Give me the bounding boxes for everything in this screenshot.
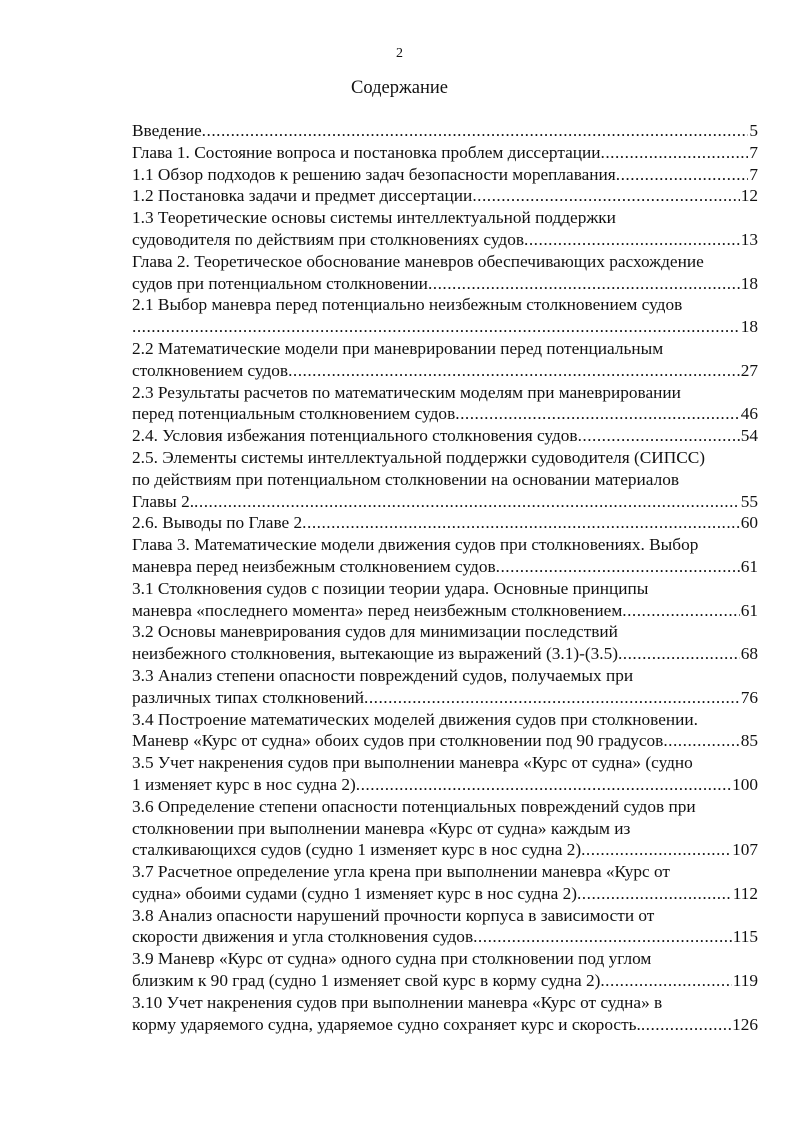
toc-entry-text: 1.2 Постановка задачи и предмет диссертации [132,186,473,206]
dot-leader [524,229,740,251]
toc-entry-text: 1.3 Теоретические основы системы интеллектуальной поддержки [132,208,616,228]
toc-entry[interactable] [132,621,758,665]
toc-entry-text: 3.2 Основы маневрирования судов для минимизации последствий [132,622,618,642]
toc-page-number: 119 [732,971,758,991]
dot-leader [622,600,739,622]
toc-entry-text: близким к 90 град (судно 1 изменяет свой курс в корму судна 2) [132,971,601,991]
toc-entry[interactable] [132,120,758,142]
toc-page-number: 5 [749,121,758,140]
toc-page-number: 60 [740,513,758,533]
toc-page-number: 115 [732,927,758,947]
dot-leader [472,185,739,207]
toc-page-number: 27 [740,360,758,380]
toc-entry-text: неизбежного столкновения, вытекающие из выражений (3.1)-(3.5) [132,644,618,664]
toc-entry-text: по действиям при потенциальном столкновении на основании материалов [132,469,680,489]
toc-entry[interactable] [132,251,758,295]
toc-entry-text: 3.7 Расчетное определение угла крена при выполнении маневра «Курс от [132,862,670,882]
toc-page-number: 112 [732,883,758,903]
dot-leader [600,970,731,992]
toc-page-number: 55 [740,491,758,511]
toc-page-number: 18 [740,317,758,337]
toc-entry-text: 1.1 Обзор подходов к решению задач безопасности мореплавания [132,164,616,184]
toc-entry-text: 3.4 Построение математических моделей движения судов при столкновении. [132,709,698,729]
dot-leader [578,425,740,447]
toc-entry-text: Введение [132,121,202,140]
toc-entry-text: Глава 2. Теоретическое обоснование маневров обеспечивающих расхождение [132,251,704,271]
toc-entry-text: 2.5. Элементы системы интеллектуальной поддержки судоводителя (СИПСС) [132,447,706,467]
toc-entry[interactable] [132,578,758,622]
toc-entry[interactable] [132,796,758,861]
toc-page-number: 85 [740,731,758,751]
toc-entry-text: судна» обоими судами (судно 1 изменяет курс в нос судна 2) [132,883,577,903]
dot-leader [202,120,749,142]
toc-entry-text: 3.8 Анализ опасности нарушений прочности корпуса в зависимости от [132,905,655,925]
toc-entry-text: 2.3 Результаты расчетов по математическим моделям при маневрировании [132,382,681,402]
dot-leader [663,730,739,752]
toc-page-number: 126 [732,1014,758,1034]
toc-entry-text: 2.4. Условия избежания потенциального столкновения судов [132,426,578,446]
dot-leader [194,491,740,513]
toc-entry[interactable] [132,861,758,905]
toc-entry[interactable] [132,992,758,1036]
toc-entry-text: 3.5 Учет накренения судов при выполнении маневра «Курс от судна» (судно [132,753,693,773]
toc-page-number: 46 [740,404,758,424]
toc-page-number: 12 [740,186,758,206]
toc-page-number: 61 [740,600,758,620]
dot-leader [428,273,740,295]
dot-leader [618,643,740,665]
toc-entry-text: скорости движения и угла столкновения судов [132,927,474,947]
toc-page-number: 54 [740,426,758,446]
toc-entry-text: Главы 2. [132,491,195,511]
dot-leader [577,883,732,905]
dot-leader [496,556,740,578]
toc-entry-text: маневра перед неизбежным столкновением судов [132,556,496,576]
page-title: Содержание [351,78,448,98]
toc-entry[interactable] [132,142,758,164]
dot-leader [601,142,749,164]
toc-entry[interactable] [132,207,758,251]
toc-page-number: 76 [740,687,758,707]
toc-entry[interactable] [132,534,758,578]
toc-entry[interactable] [132,382,758,426]
toc-entry-text: сталкивающихся судов (судно 1 изменяет курс в нос судна 2) [132,840,582,860]
toc-entry-text: столкновении при выполнении маневра «Курс от судна» каждым из [132,818,631,838]
toc-entry-text: 2.1 Выбор маневра перед потенциально неизбежным столкновением судов [132,295,683,315]
toc-entry[interactable] [132,447,758,512]
toc-entry[interactable] [132,164,758,186]
dot-leader [581,839,731,861]
toc-entry-text: 1 изменяет курс в нос судна 2) [132,774,356,794]
toc-page-number: 100 [732,774,758,794]
toc-entry[interactable] [132,425,758,447]
table-of-contents [132,120,758,1035]
toc-entry-text: 2.2 Математические модели при маневрировании перед потенциальным [132,338,664,358]
toc-page-number: 107 [732,840,758,860]
toc-page-number: 61 [740,556,758,576]
toc-entry-text: 3.10 Учет накренения судов при выполнении маневра «Курс от судна» в [132,992,663,1012]
toc-entry[interactable] [132,752,758,796]
dot-leader [455,403,739,425]
toc-entry-text: судов при потенциальном столкновении [132,273,428,293]
toc-entry[interactable] [132,185,758,207]
toc-entry-text: перед потенциальным столкновением судов [132,404,456,424]
dot-leader [356,774,731,796]
toc-entry[interactable] [132,338,758,382]
toc-entry-text: столкновением судов [132,360,289,380]
toc-entry[interactable] [132,905,758,949]
toc-page-number: 68 [740,644,758,664]
dot-leader [616,164,749,186]
dot-leader [473,926,732,948]
toc-entry-text: маневра «последнего момента» перед неизбежным столкновением [132,600,623,620]
toc-page-number: 13 [740,229,758,249]
toc-entry[interactable] [132,665,758,709]
toc-entry-text: 3.3 Анализ степени опасности повреждений судов, получаемых при [132,665,634,685]
page-number: 2 [396,46,403,61]
toc-entry-text: различных типах столкновений [132,687,364,707]
dot-leader [132,316,740,338]
toc-entry-text: Глава 3. Математические модели движения судов при столкновениях. Выбор [132,535,699,555]
toc-entry-text: 3.1 Столкновения судов с позиции теории удара. Основные принципы [132,578,649,598]
toc-page-number: 18 [740,273,758,293]
dot-leader [302,512,740,534]
toc-entry[interactable] [132,294,758,338]
toc-page-number: 7 [749,164,758,184]
toc-page-number: 7 [749,142,758,162]
toc-entry-text: 2.6. Выводы по Главе 2 [132,513,303,533]
dot-leader [364,687,740,709]
toc-entry[interactable] [132,512,758,534]
toc-entry-text: Маневр «Курс от судна» обоих судов при столкновении под 90 градусов [132,731,664,751]
toc-entry-text: судоводителя по действиям при столкновениях судов [132,229,525,249]
toc-entry-text: Глава 1. Состояние вопроса и постановка проблем диссертации [132,142,601,162]
dot-leader [641,1014,731,1036]
dot-leader [288,360,740,382]
toc-entry-text: 3.6 Определение степени опасности потенциальных повреждений судов при [132,796,696,816]
toc-entry-text: корму ударяемого судна, ударяемое судно сохраняет курс и скорость. [132,1014,641,1034]
toc-entry[interactable] [132,948,758,992]
toc-entry[interactable] [132,709,758,753]
toc-entry-text: 3.9 Маневр «Курс от судна» одного судна при столкновении под углом [132,949,652,969]
